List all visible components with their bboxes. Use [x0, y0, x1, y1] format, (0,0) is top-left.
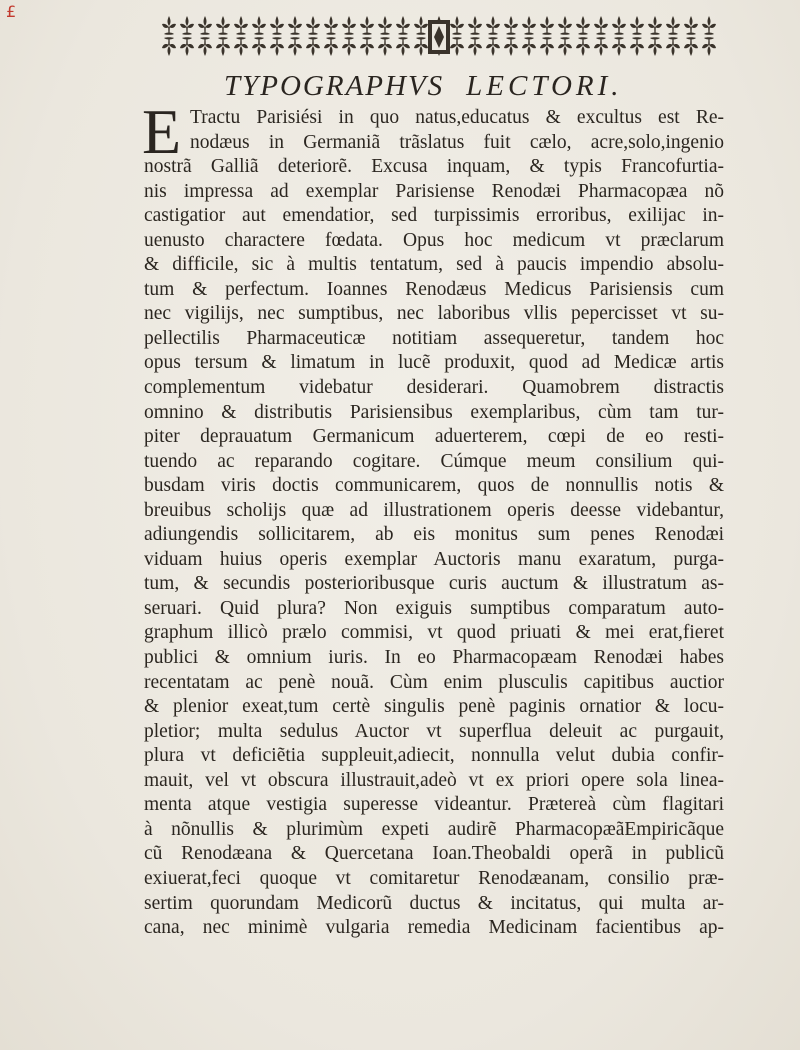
heading-word-lectori: LECTORI.	[466, 70, 623, 102]
text-line: uenusto charactere fœdata. Opus hoc medicum vt præclarum	[144, 229, 724, 251]
text-line: piter deprauatum Germanicum aduerterem, cœpi de eo resti-	[144, 426, 724, 448]
page-heading	[224, 70, 644, 103]
text-line: sertim quorundam Medicorũ ductus & incitatus, qui multa ar-	[144, 892, 724, 914]
text-line: mauit, vel vt obscura illustrauit,adeò vt ex priori opere sola linea-	[144, 769, 724, 791]
text-line: & plenior exeat,tum certè singulis penè paginis ornatior & locu-	[144, 696, 724, 718]
text-line: complementum videbatur desiderari. Quamobrem distractis	[144, 377, 724, 399]
text-line: exiuerat,feci quoque vt comitaretur Renodæanam, consilio præ-	[144, 867, 724, 889]
text-line: plura vt deficiẽtia suppleuit,adiecit, nonnulla velut dubia confir-	[144, 745, 724, 767]
corner-mark: £	[6, 2, 17, 21]
text-line: pletior; multa sedulus Auctor vt superflua deleuit ac purgauit,	[144, 720, 724, 742]
text-line: tum & perfectum. Ioannes Renodæus Medicus Parisiensis cum	[144, 278, 724, 300]
text-line: Tractu Parisiési in quo natus,educatus & excultus est Re-	[190, 107, 724, 128]
text-line: tum, & secundis posterioribusque curis auctum & illustratum as-	[144, 573, 724, 595]
text-line: busdam viris doctis communicarem, quos de nonnullis notis &	[144, 475, 724, 497]
text-line: omnino & distributis Parisiensibus exemplaribus, cùm tam tur-	[144, 401, 724, 423]
text-line: nec vigilijs, nec sumptibus, nec laboribus vllis pepercisset vt su-	[144, 303, 724, 325]
text-line: à nõnullis & plurimùm expeti audirẽ PharmacopæãEmpiricãque	[144, 818, 724, 840]
text-line: tuendo ac reparando cogitare. Cúmque meum consilium qui-	[144, 450, 724, 472]
text-line: publici & omnium iuris. In eo Pharmacopæam Renodæi habes	[144, 647, 724, 669]
text-line: nis impressa ad exemplar Parisiense Renodæi Pharmacopæa nõ	[144, 180, 724, 202]
text-line: recentatam ac penè nouã. Cùm enim plusculis capitibus auctior	[144, 671, 724, 693]
text-line: castigatior aut emendatior, sed turpissimis erroribus, exilijac in-	[144, 205, 724, 227]
text-line: menta atque vestigia superesse videantur. Prætereà cùm flagitari	[144, 794, 724, 816]
heading-word-typographus: TYPOGRAPHVS	[224, 70, 445, 102]
text-line: seruari. Quid plura? Non exiguis sumptibus comparatum auto-	[144, 597, 724, 619]
ornament-band	[160, 14, 718, 58]
text-line: pellectilis Pharmaceuticæ notitiam assequeretur, tandem hoc	[144, 327, 724, 349]
text-line: breuibus scholijs quæ ad illustrationem operis deesse videbantur,	[144, 499, 724, 521]
text-line: adiungendis sollicitarem, ab eis monitus sum penes Renodæi	[144, 524, 724, 546]
text-line: opus tersum & limatum in lucẽ produxit, quod ad Medicæ artis	[144, 352, 724, 374]
text-line: cana, nec minimè vulgaria remedia Medicinam facientibus ap-	[144, 917, 724, 939]
text-line: viduam huius operis exemplar Auctoris manu exaratum, purga-	[144, 548, 724, 570]
text-line: cũ Renodæana & Quercetana Ioan.Theobaldi operã in publicũ	[144, 843, 724, 865]
text-line: nodæus in Germaniã trãslatus fuit cælo, acre,solo,ingenio	[190, 131, 724, 153]
body-text	[142, 96, 724, 941]
text-line: & difficile, sic à multis tentatum, sed à paucis impendio absolu-	[144, 254, 724, 276]
text-line: nostrã Galliã deteriorẽ. Excusa inquam, & typis Francofurtia-	[144, 156, 724, 178]
text-line: graphum illicò prælo commisi, vt quod priuati & mei erat,fieret	[144, 622, 724, 644]
drop-cap: E	[142, 96, 182, 167]
